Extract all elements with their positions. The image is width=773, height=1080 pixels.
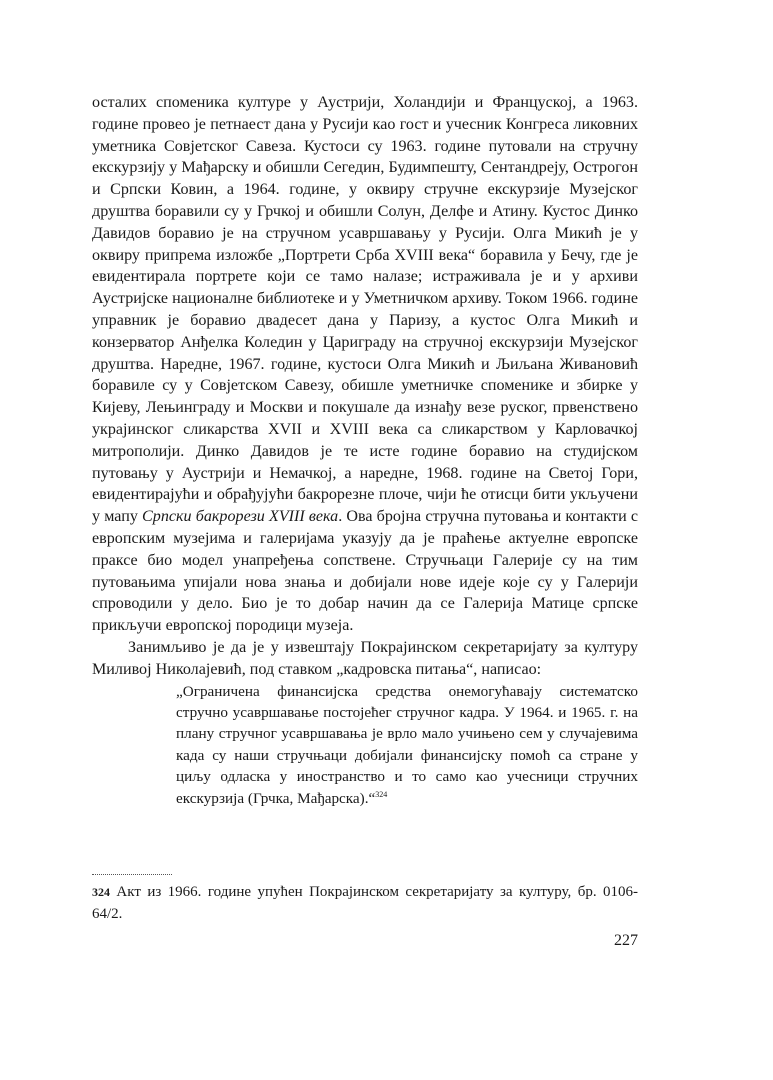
footnote-text: Акт из 1966. године упућен Покрајинском секретаријату за културу, бр. 0106-64/2.	[92, 884, 638, 922]
block-quote	[92, 681, 638, 809]
paragraph-1-part-2: . Ова бројна стручна путовања и контакти с европским музејима и галеријама указују да је праћење актуелне европске праксе био модел унапређења сопствене. Стручњаци Галерије су на тим путовањима упијали нова знања и добијали нове идеје које су у Галерији спроводили у дело. Био је то добар начин да се Галерија Матице српске прикључи европској породици музеја.	[92, 508, 638, 635]
paragraph-1	[92, 92, 638, 637]
footnote	[92, 882, 638, 925]
paragraph-2: Занимљиво је да је у извештају Покрајинском секретаријату за културу Миливој Николајевић, под ставком „кадровска питања“, написао:	[92, 638, 638, 678]
main-text	[92, 92, 638, 809]
italic-title: Српски бакрорези XVIII века	[142, 508, 339, 526]
quote-text: „Ограничена финансијска средства онемогућавају систематско стручно усавршавање постојећег стручног кадра. У 1964. и 1965. г. на плану стручног усавршавања је врло мало учињено сем у случајевима када су наши стручњаци добијали финансијску помоћ са стране у циљу одласка у иностранство и то само као учесници стручних екскурзија (Грчка, Мађарска).“	[176, 682, 638, 807]
footnote-separator	[92, 874, 172, 875]
footnote-reference: 324	[375, 789, 388, 799]
page-number: 227	[614, 932, 638, 949]
paragraph-1-part-1: осталих споменика културе у Аустрији, Холандији и Француској, а 1963. године провео је петнаест дана у Русији као гост и учесник Конгреса ликовних уметника Совјетског Савеза. Кустоси су 1963. године путовали на стручну екскурзију у Мађарску и обишли Сегедин, Будимпешту, Сентандреју, Острогон и Српски Ковин, а 1964. године, у оквиру стручне екскурзије Музејског друштва боравили су у Грчкој и обишли Солун, Делфе и Атину. Кустос Динко Давидов боравио је на стручном усавршавању у Русији. Олга Микић је у оквиру припрема изложбе „Портрети Срба XVIII века“ боравила у Бечу, где је евидентирала портрете који се тамо налазе; истраживала је и у архиви Аустријске националне библиотеке и у Уметничком архиву. Током 1966. године управник је боравио двадесет дана у Паризу, а кустос Олга Микић и конзерватор Анђелка Коледин у Цариграду на стручној екскурзији Музејског друштва. Наредне, 1967. године, кустоси Олга Микић и Љиљана Живановић боравиле су у Совјетском Савезу, обишле уметничке споменике и збирке у Кијеву, Лењинграду и Москви и покушале да изнађу везе руског, првенствено украјинског сликарства XVII и XVIII века са сликарством у Карловачкој митрополији. Динко Давидов је те исте године боравио на студијском путовању у Аустрији и Немачкој, а наредне, 1968. године на Светој Гори, евидентирајући и обрађујући бакрорезне плоче, чији ће отисци бити укључени у мапу	[92, 94, 638, 526]
footnote-number: 324	[92, 885, 110, 899]
